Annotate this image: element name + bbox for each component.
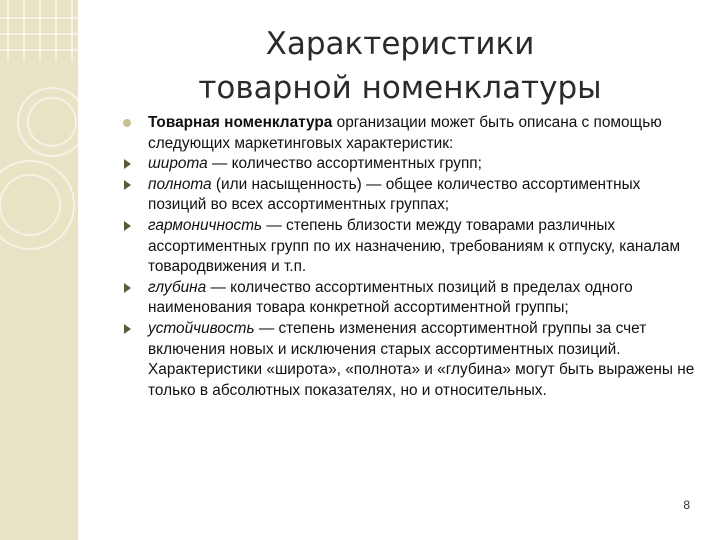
page-number: 8 [683,498,690,512]
round-bullet-icon [120,113,134,133]
list-item [120,154,700,175]
item-term: устойчивость [148,319,255,337]
title-line-2: товарной номенклатуры [198,70,602,106]
list-item [120,216,700,278]
intro-paragraph [120,113,700,154]
arrow-bullet-icon [120,216,134,236]
arrow-bullet-icon [120,278,134,298]
arrow-bullet-icon [120,175,134,195]
item-description: — количество ассортиментных групп; [207,155,482,173]
closing-paragraph: Характеристики «широта», «полнота» и «глубина» могут быть выражены не только в абсолютных показателях, но и относительных. [148,361,695,399]
decorative-pattern [0,0,78,540]
item-term: гармоничность [148,216,263,234]
item-term: глубина [148,278,207,296]
decorative-side-band [0,0,78,540]
arrow-bullet-icon [120,154,134,174]
title-line-1: Характеристики [265,26,535,62]
list-item [120,175,700,216]
item-description: — количество ассортиментных позиций в пределах одного наименования товара конкретной ассортиментной группы; [148,278,633,317]
arrow-bullet-icon [120,319,134,339]
intro-text: организации может быть описана с помощью следующих маркетинговых характеристик: [148,114,662,152]
intro-term: Товарная номенклатура [148,114,333,131]
slide-title [150,22,650,110]
item-description: — степень близости между товарами различных ассортиментных групп по их назначению, требованиям к отпуску, каналам товародвижения и т.п. [148,216,681,276]
item-term: широта [148,155,208,173]
item-description: (или насыщенность) — общее количество ассортиментных позиций во всех ассортиментных группах; [148,175,641,214]
list-item [120,319,700,360]
item-term: полнота [148,175,212,193]
item-description: — степень изменения ассортиментной группы за счет включения новых и исключения старых ассортиментных позиций. [148,319,647,358]
slide-content [120,113,700,401]
list-item [120,278,700,319]
